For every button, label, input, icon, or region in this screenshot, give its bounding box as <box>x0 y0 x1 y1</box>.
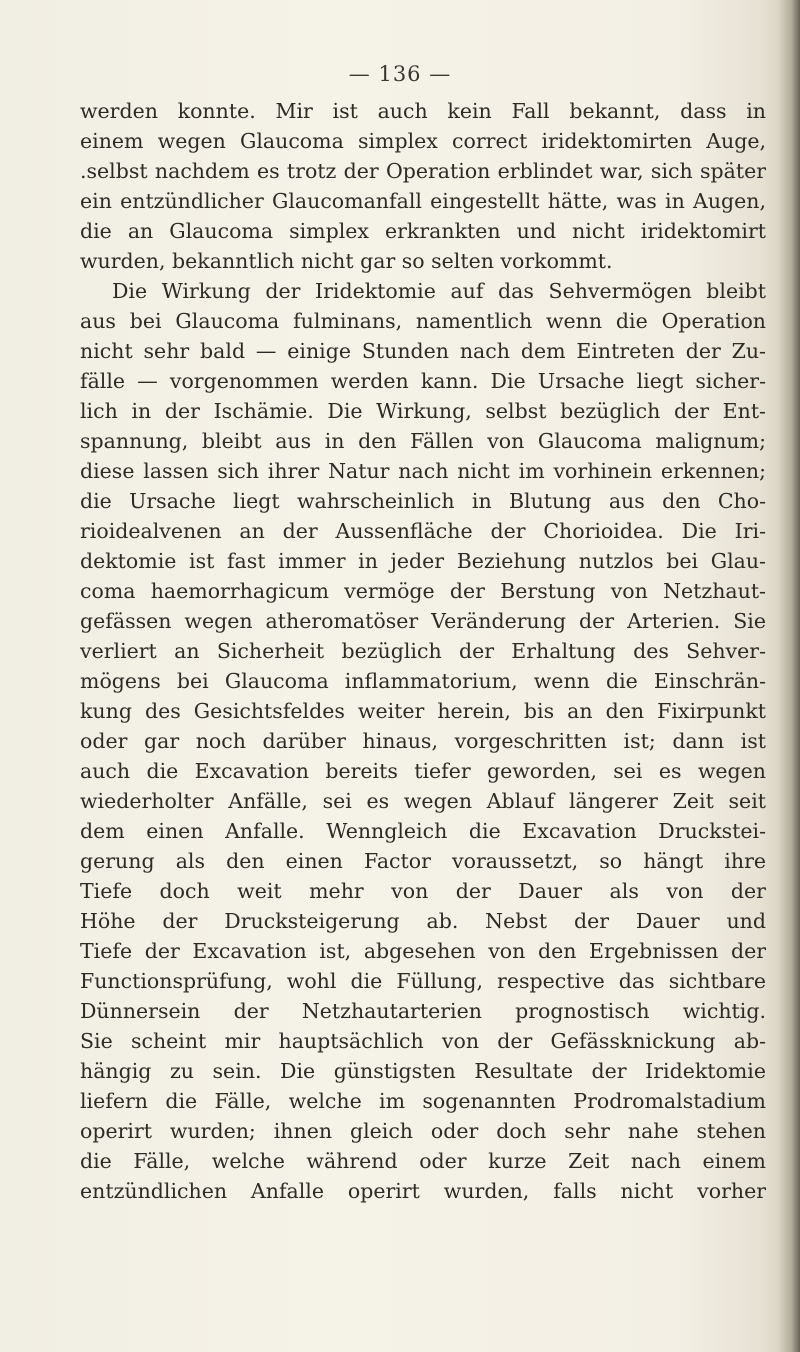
text-line: fälle — vorgenommen werden kann. Die Ursache liegt sicher- <box>80 369 766 393</box>
text-line: die Ursache liegt wahrscheinlich in Blutung aus den Cho- <box>80 489 766 513</box>
body-text <box>80 96 766 1206</box>
text-line: Dünnersein der Netzhautarterien prognostisch wichtig. <box>80 999 766 1023</box>
text-line: wiederholter Anfälle, sei es wegen Ablauf längerer Zeit seit <box>80 789 766 813</box>
text-line: operirt wurden; ihnen gleich oder doch sehr nahe stehen <box>80 1119 766 1143</box>
paragraph-start: Die Wirkung der Iridektomie auf das Sehvermögen bleibt <box>112 279 766 303</box>
text-line: rioidealvenen an der Aussenfläche der Chorioidea. Die Iri- <box>80 519 766 543</box>
text-line: gerung als den einen Factor voraussetzt, so hängt ihre <box>80 849 766 873</box>
text-line: coma haemorrhagicum vermöge der Berstung von Netzhaut- <box>80 579 766 603</box>
text-line: kung des Gesichtsfeldes weiter herein, bis an den Fixirpunkt <box>80 699 766 723</box>
text-line: hängig zu sein. Die günstigsten Resultate der Iridektomie <box>80 1059 766 1083</box>
text-line: .selbst nachdem es trotz der Operation erblindet war, sich später <box>80 159 766 183</box>
text-line: auch die Excavation bereits tiefer geworden, sei es wegen <box>80 759 766 783</box>
text-line: mögens bei Glaucoma inflammatorium, wenn die Einschrän- <box>80 669 766 693</box>
text-line: entzündlichen Anfalle operirt wurden, falls nicht vorher <box>80 1179 766 1203</box>
text-line: wurden, bekanntlich nicht gar so selten vorkommt. <box>80 249 613 273</box>
text-line: Functionsprüfung, wohl die Füllung, respective das sichtbare <box>80 969 766 993</box>
text-line: Sie scheint mir hauptsächlich von der Gefässknickung ab- <box>80 1029 766 1053</box>
text-line: diese lassen sich ihrer Natur nach nicht im vorhinein erkennen; <box>80 459 766 483</box>
text-line: gefässen wegen atheromatöser Veränderung der Arterien. Sie <box>80 609 766 633</box>
text-line: oder gar noch darüber hinaus, vorgeschritten ist; dann ist <box>80 729 766 753</box>
text-line: Tiefe der Excavation ist, abgesehen von den Ergebnissen der <box>80 939 766 963</box>
text-line: die an Glaucoma simplex erkrankten und nicht iridektomirt <box>80 219 766 243</box>
text-line: nicht sehr bald — einige Stunden nach dem Eintreten der Zu- <box>80 339 766 363</box>
text-line: die Fälle, welche während oder kurze Zeit nach einem <box>80 1149 766 1173</box>
text-line: spannung, bleibt aus in den Fällen von Glaucoma malignum; <box>80 429 766 453</box>
text-line: Höhe der Drucksteigerung ab. Nebst der Dauer und <box>80 909 766 933</box>
text-line: Tiefe doch weit mehr von der Dauer als von der <box>80 879 766 903</box>
text-line: lich in der Ischämie. Die Wirkung, selbst bezüglich der Ent- <box>80 399 766 423</box>
page-edge-shadow <box>778 0 800 1352</box>
text-line: einem wegen Glaucoma simplex correct iridektomirten Auge, <box>80 129 766 153</box>
text-line: verliert an Sicherheit bezüglich der Erhaltung des Sehver- <box>80 639 766 663</box>
text-line: ein entzündlicher Glaucomanfall eingestellt hätte, was in Augen, <box>80 189 766 213</box>
text-line: liefern die Fälle, welche im sogenannten Prodromalstadium <box>80 1089 766 1113</box>
text-line: dektomie ist fast immer in jeder Beziehung nutzlos bei Glau- <box>80 549 766 573</box>
text-line: aus bei Glaucoma fulminans, namentlich wenn die Operation <box>80 309 766 333</box>
text-line: dem einen Anfalle. Wenngleich die Excavation Druckstei- <box>80 819 766 843</box>
text-line: werden konnte. Mir ist auch kein Fall bekannt, dass in <box>80 99 766 123</box>
page-number: — 136 — <box>348 62 452 86</box>
